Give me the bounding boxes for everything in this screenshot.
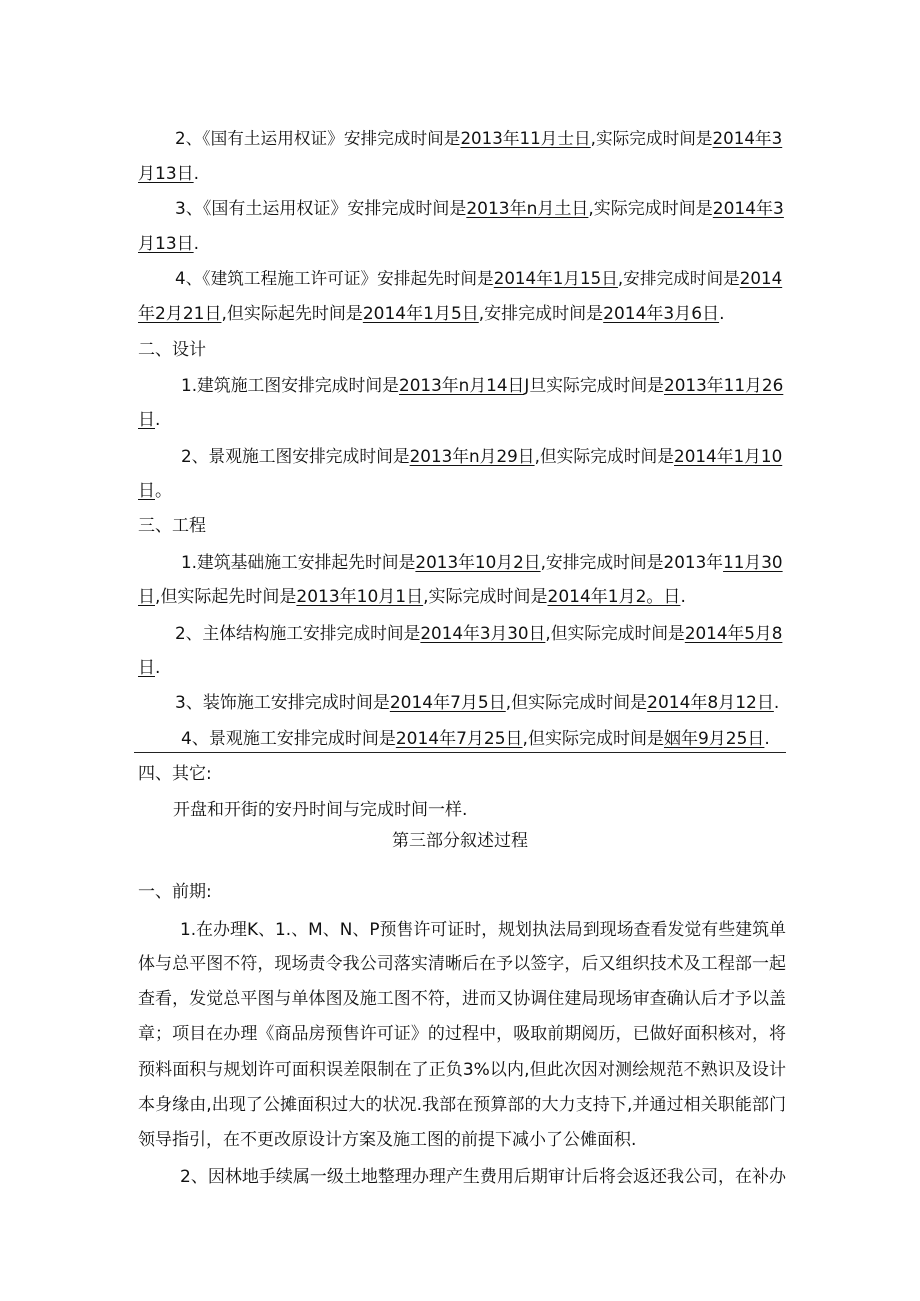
underlined-date-value: 2013年n月29日 [409,446,535,466]
line-text-segment: ,但实际完成时间是 [522,729,664,749]
heading-design [138,338,206,362]
line-construction-permit [175,267,782,291]
line-text-segment: 4、《建筑工程施工许可证》安排起先时间是 [175,269,494,288]
line-text-segment: ,安排完成时间是 [478,304,604,324]
underlined-date-value: 2014年5月8 [684,623,783,643]
underlined-date-value: 2013年11月士日 [460,129,591,148]
underlined-date-value: 姻年9月25日 [663,729,765,749]
line-text-segment: J旦实际完成时间是 [524,375,664,395]
line-text-segment: ,实际完成时间是 [590,129,713,148]
line-text-segment: 四、其它: [138,764,212,784]
line-text-segment: 3、《国有土运用权证》安排完成时间是 [175,199,467,219]
line-text-segment: . [193,164,200,184]
para1-line-7: 领导指引，在不更改原设计方案及施工图的前提下减小了公傩面积. [138,1130,637,1150]
line-engineering-1-cont [138,585,686,609]
line-land-cert-3-cont [138,232,199,256]
para1-line-1: 1.在办理K、1.、M、N、P预售许可证时，规划执法局到现场查看发觉有些建筑单 [180,919,786,939]
underlined-date-value: 2014年7月5日 [389,693,506,713]
line-text-segment: ,但实际完成时间是 [505,693,648,713]
line-engineering-1 [181,550,783,574]
para1-line-6: 本身缘由,出现了公摊面积过大的状况.我部在预算部的大力支持下,并通过相关职能部门 [138,1095,786,1115]
underlined-date-value: 2014年3月6日 [603,304,720,324]
line-land-cert-2 [175,127,782,151]
part3-title: 第三部分叙述过程 [392,831,528,851]
underlined-date-value: 2013年10月2日 [415,552,541,572]
line-design-2 [181,444,782,468]
horizontal-rule [134,752,786,753]
heading-other [138,762,212,786]
underlined-date-value: 2014年1月10 [674,446,783,466]
line-text-segment: ,安排完成时间是2013年 [540,552,724,572]
line-text-segment: . [773,693,780,713]
line-land-cert-2-cont [138,162,199,186]
line-engineering-4 [181,727,770,751]
underlined-date-value: 月13日 [138,234,194,254]
line-text-segment: . [764,729,770,749]
line-text-segment: ,但实际完成时间是 [545,623,685,643]
line-text-segment: 开盘和开街的安丹时间与完成时间一样. [173,800,468,820]
line-text-segment: . [719,304,725,324]
line-text-segment: . [680,587,686,607]
line-land-cert-3 [175,197,784,221]
underlined-date-value: 2014年7月25日 [395,729,523,749]
line-text-segment: 二、设计 [138,340,206,360]
underlined-date-value: 日 [138,658,155,678]
underlined-date-value: 年2月21日 [138,304,222,324]
para2-line-1: 2、因林地手续属一级土地整理办理产生费用后期审计后将会返还我公司，在补办 [180,1167,786,1187]
underlined-date-value: 2014 [739,269,783,288]
line-text-segment: ,安排完成时间是 [617,269,740,288]
line-text-segment: . [193,234,200,254]
underlined-date-value: 2014年1月5日 [362,304,479,324]
line-construction-permit-cont [138,302,724,326]
line-text-segment: ,实际完成时间是 [423,587,548,607]
line-text-segment: . [155,658,161,678]
line-text-segment: 4、景观施工安排完成时间是 [181,729,396,749]
line-text-segment: ,但实际起先时间是 [155,587,297,607]
underlined-date-value: 2014年3 [712,199,784,219]
line-design-1 [181,373,783,397]
underlined-date-value: 2013年n月14日 [399,375,525,395]
line-engineering-3 [175,691,779,715]
underlined-date-value: 2014年1月2。日 [547,587,681,607]
underlined-date-value: 日 [138,410,155,430]
underlined-date-value: 日 [138,587,155,607]
line-text-segment: 三、工程 [138,516,206,536]
line-design-2-cont [138,479,172,503]
para1-line-2: 体与总平图不符，现场责令我公司落实清晰后在予以签字，后又组织技术及工程部一起 [138,954,786,974]
line-text-segment: 2、主体结构施工安排完成时间是 [175,623,421,643]
line-text-segment: . [155,410,161,430]
underlined-date-value: 2014年1月15日 [493,269,618,288]
underlined-date-value: 2014年8月12日 [647,693,774,713]
line-text-segment: 3、装饰施工安排完成时间是 [175,693,390,713]
line-engineering-2-cont [138,656,160,680]
para1-line-4: 章；项目在办理《商品房预售许可证》的过程中，吸取前期阅历，已做好面积核对，将 [138,1024,786,1044]
line-text-segment: 2、景观施工图安排完成时间是 [181,446,410,466]
line-text-segment: ,但实际起先时间是 [221,304,363,324]
line-design-1-cont [138,408,160,432]
underlined-date-value: 2014年3 [712,129,783,148]
heading-engineering [138,514,206,538]
underlined-date-value: 月13日 [138,164,194,184]
para1-line-5: 预料面积与规划许可面积误差限制在了正负3%以内,但此次因对测绘规范不熟识及设计 [138,1060,786,1080]
underlined-date-value: 日 [138,481,155,501]
line-other-note [173,798,467,822]
underlined-date-value: 2014年3月30日 [420,623,546,643]
heading-early-stage: 一、前期: [138,882,212,902]
line-text-segment: ,但实际完成时间是 [534,446,675,466]
line-engineering-2 [175,621,782,645]
line-text-segment: 2、《国有土运用权证》安排完成时间是 [175,129,461,148]
para1-line-3: 查看，发觉总平图与单体图及施工图不符，进而又协调住建局现场审查确认后才予以盖 [138,989,786,1009]
underlined-date-value: 2013年10月1日 [296,587,424,607]
underlined-date-value: 2013年11月26 [663,375,784,395]
line-text-segment: 。 [155,481,172,501]
underlined-date-value: 2013年n月土日 [466,199,589,219]
underlined-date-value: 11月30 [723,552,783,572]
line-text-segment: 1.建筑基础施工安排起先时间是 [181,552,416,572]
line-text-segment: 1.建筑施工图安排完成时间是 [181,375,399,395]
line-text-segment: ,实际完成时间是 [588,199,713,219]
